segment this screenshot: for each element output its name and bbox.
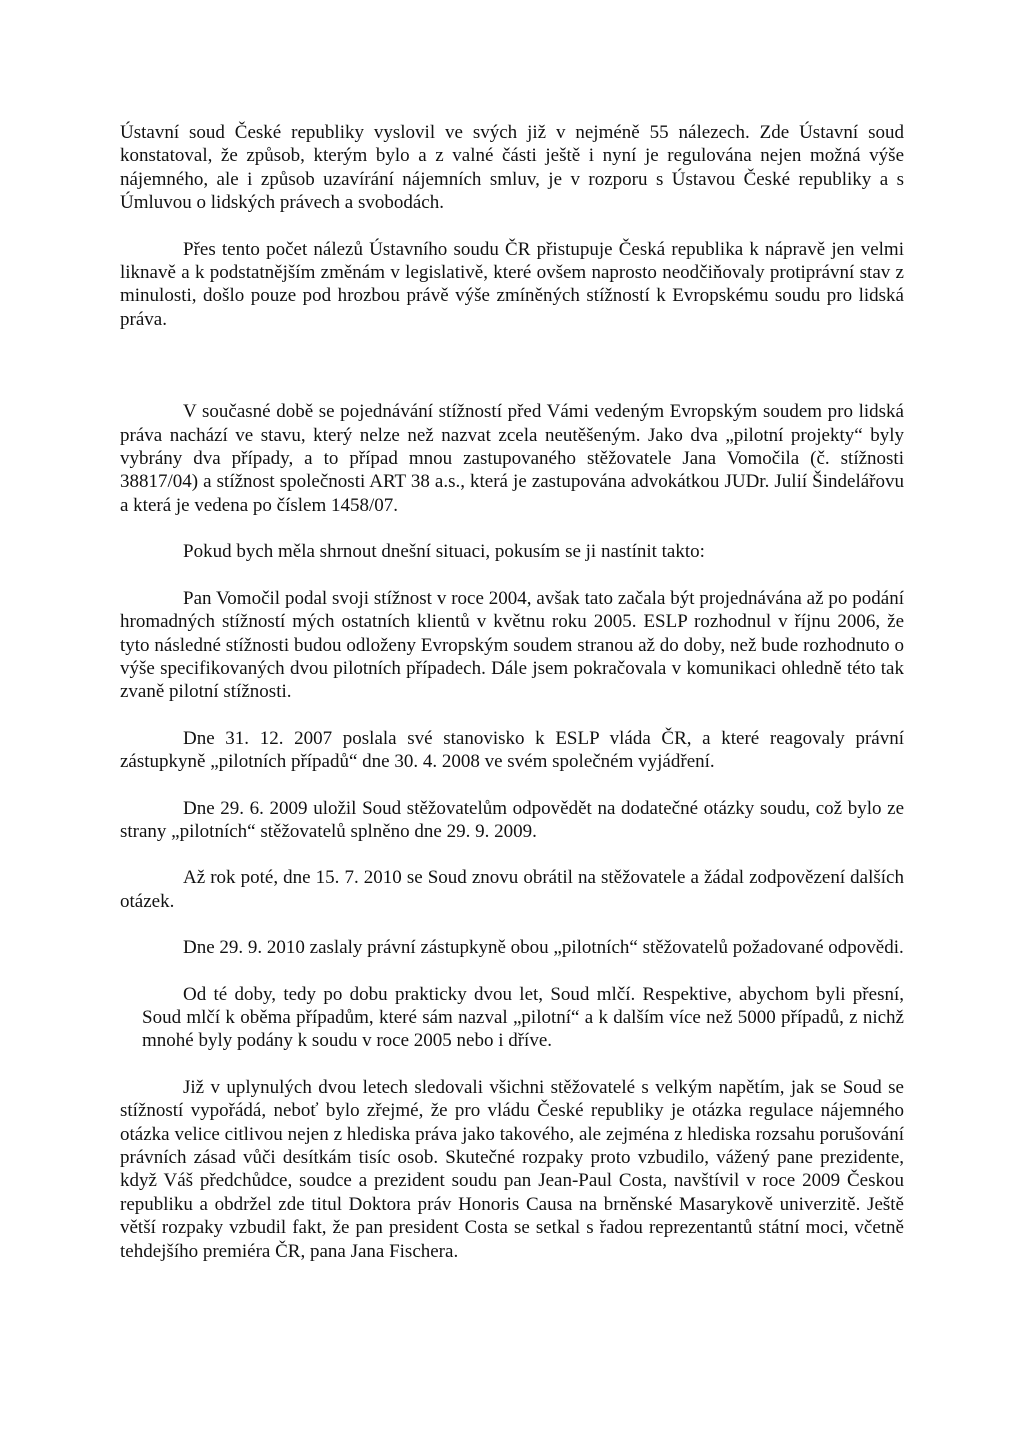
paragraph-9: Dne 29. 9. 2010 zaslaly právní zástupkyně obou „pilotních“ stěžovatelů požadované odpovědi. [183,937,904,959]
paragraph-7: Dne 29. 6. 2009 uložil Soud stěžovatelům odpovědět na dodatečné otázky soudu, což bylo ze strany „pilotních“ stěžovatelů splněno dne 29. 9. 2009. [120,797,904,842]
paragraph-8: Až rok poté, dne 15. 7. 2010 se Soud znovu obrátil na stěžovatele a žádal zodpovězení dalších otázek. [120,867,904,912]
paragraph-10: Od té doby, tedy po dobu prakticky dvou let, Soud mlčí. Respektive, abychom byli přesní, Soud mlčí k oběma případům, které sám nazval „pilotní“ a k dalším více než 5000 případů, z nichž mnohé byly podány k soudu v roce 2005 nebo i dříve. [142,983,904,1052]
paragraph-spacer [120,354,904,400]
paragraph-5: Pan Vomočil podal svoji stížnost v roce 2004, avšak tato začala být projednávána až po podání hromadných stížností mých ostatních klientů v květnu roku 2005. ESLP rozhodnul v říjnu 2006, že tyto následné stížnosti budou odloženy Evropským soudem stranou až do doby, než bude rozhodnuto o výše specifikovaných dvou pilotních případech. Dále jsem pokračovala v komunikaci ohledně této tak zvaně pilotní stížnosti. [120,587,904,703]
paragraph-2: Přes tento počet nálezů Ústavního soudu ČR přistupuje Česká republika k nápravě jen velmi liknavě a k podstatnějším změnám v legislativě, které ovšem naprosto neodčiňovaly protiprávní stav z minulosti, došlo pouze pod hrozbou právě výše zmíněných stížností k Evropskému soudu pro lidská práva. [120,238,904,330]
paragraph-6: Dne 31. 12. 2007 poslala své stanovisko k ESLP vláda ČR, a které reagovaly právní zástupkyně „pilotních případů“ dne 30. 4. 2008 ve svém společném vyjádření. [120,727,904,773]
paragraph-11: Již v uplynulých dvou letech sledovali všichni stěžovatelé s velkým napětím, jak se Soud se stížností vypořádá, neboť bylo zřejmé, že pro vládu České republiky je otázka regulace nájemného otázka velice citlivou nejen z hlediska práva jako takového, ale zejména z hlediska rozsahu porušování právních zásad vůči desítkám tisíc osob. Skutečné rozpaky proto vzbudilo, vážený pane prezidente, když Váš předchůdce, soudce a prezident soudu pan Jean-Paul Costa, navštívil v roce 2009 Českou republiku a obdržel zde titul Doktora práv Honoris Causa na brněnské Masarykově univerzitě. Ještě větší rozpaky vzbudil fakt, že pan president Costa se setkal s řadou reprezentantů státní moci, včetně tehdejšího premiéra ČR, pana Jana Fischera. [120,1076,904,1262]
document-body [120,121,904,1286]
paragraph-4: Pokud bych měla shrnout dnešní situaci, pokusím se ji nastínit takto: [183,541,705,563]
paragraph-3: V současné době se pojednávání stížností před Vámi vedeným Evropským soudem pro lidská práva nachází ve stavu, který nelze než nazvat zcela neutěšeným. Jako dva „pilotní projekty“ byly vybrány dva případy, a to případ mnou zastupovaného stěžovatele Jana Vomočila (č. stížnosti 38817/04) a stížnost společnosti ART 38 a.s., která je zastupována advokátkou JUDr. Julií Šindelářovu a která je vedena po číslem 1458/07. [120,401,904,516]
paragraph-1: Ústavní soud České republiky vyslovil ve svých již v nejméně 55 nálezech. Zde Ústavní soud konstatoval, že způsob, kterým bylo a z valné části ještě i nyní je regulována nejen možná výše nájemného, ale i způsob uzavírání nájemních smluv, je v rozporu s Ústavou České republiky a s Úmluvou o lidských právech a svobodách. [120,122,904,214]
